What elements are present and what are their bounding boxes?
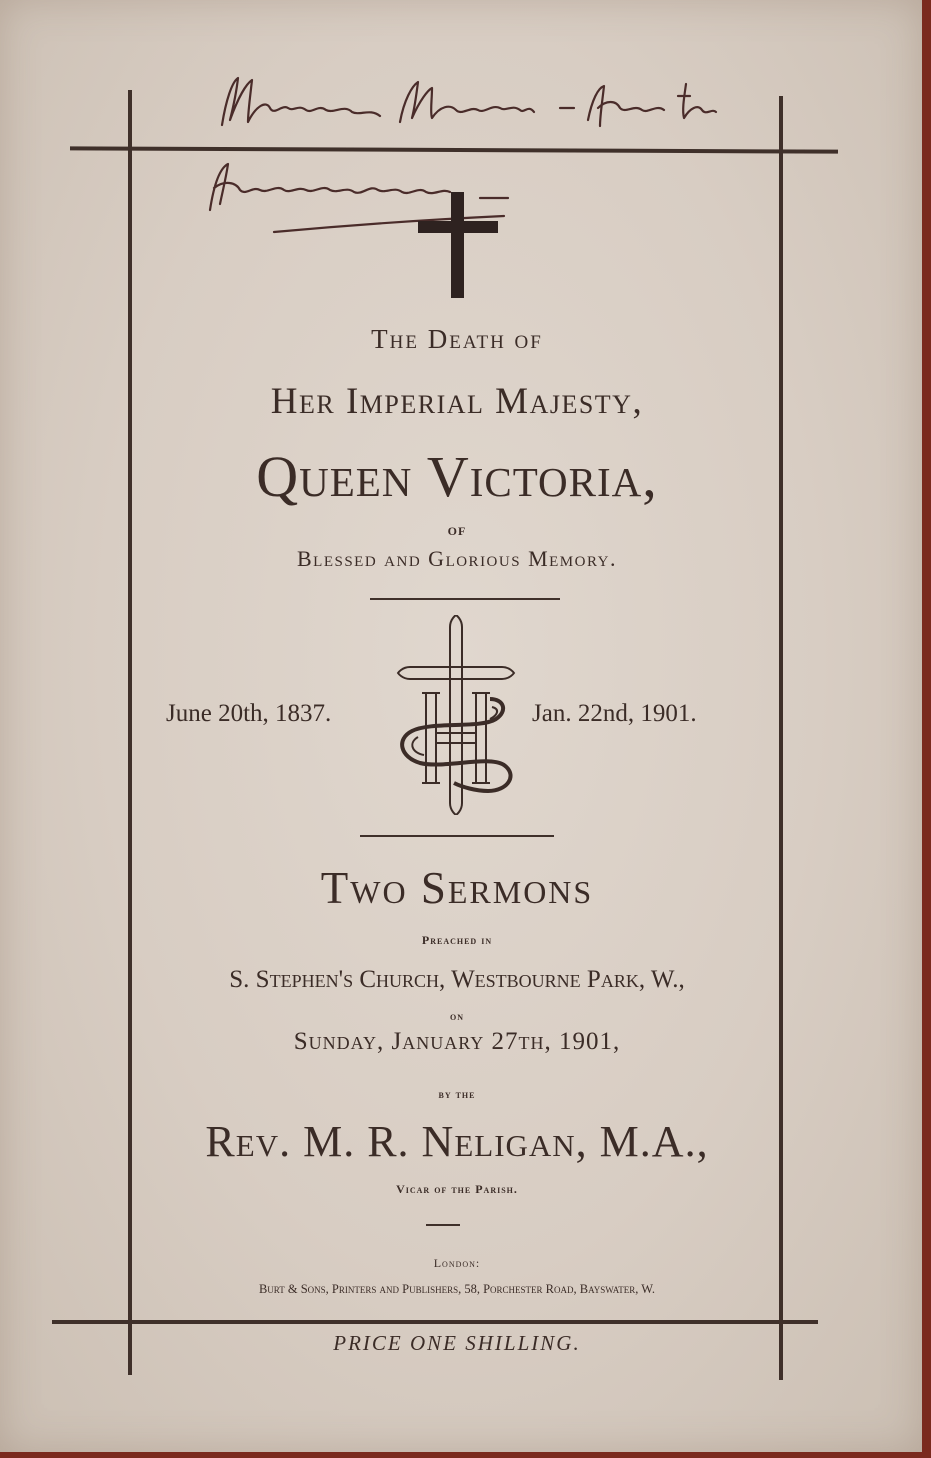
heading-two-sermons: Two Sermons — [320, 863, 594, 913]
imprint-printers: Burt & Sons, Printers and Publishers, 58, Porchester Road, Bayswater, W. — [258, 1282, 656, 1296]
author-title: Vicar of the Parish. — [396, 1182, 518, 1196]
price-line: PRICE ONE SHILLING. — [333, 1331, 581, 1355]
title-line-majesty: Her Imperial Majesty, — [270, 381, 644, 422]
title-queen-victoria: Queen Victoria, — [256, 444, 658, 509]
birth-date: June 20th, 1837. — [166, 700, 332, 727]
title-line-memory: Blessed and Glorious Memory. — [297, 546, 617, 571]
by-the-label: by the — [438, 1087, 476, 1101]
author-name: Rev. M. R. Neligan, M.A., — [205, 1117, 709, 1166]
preached-in-label: Preached in — [421, 933, 493, 947]
imprint-city: London: — [433, 1256, 481, 1270]
divider-short — [426, 1224, 460, 1226]
on-label: on — [450, 1009, 464, 1023]
sermon-date: Sunday, January 27th, 1901, — [293, 1028, 621, 1055]
handwritten-inscription — [0, 0, 760, 240]
cross-monogram-icon — [392, 615, 522, 815]
church-name: S. Stephen's Church, Westbourne Park, W., — [229, 966, 685, 993]
title-line-death-of: The Death of — [371, 324, 543, 354]
frame-bottom-rule — [52, 1320, 818, 1324]
divider-middle — [360, 835, 554, 837]
title-of: OF — [447, 524, 467, 538]
death-date: Jan. 22nd, 1901. — [532, 700, 697, 727]
cross-icon — [418, 192, 498, 302]
divider-upper — [370, 598, 560, 600]
